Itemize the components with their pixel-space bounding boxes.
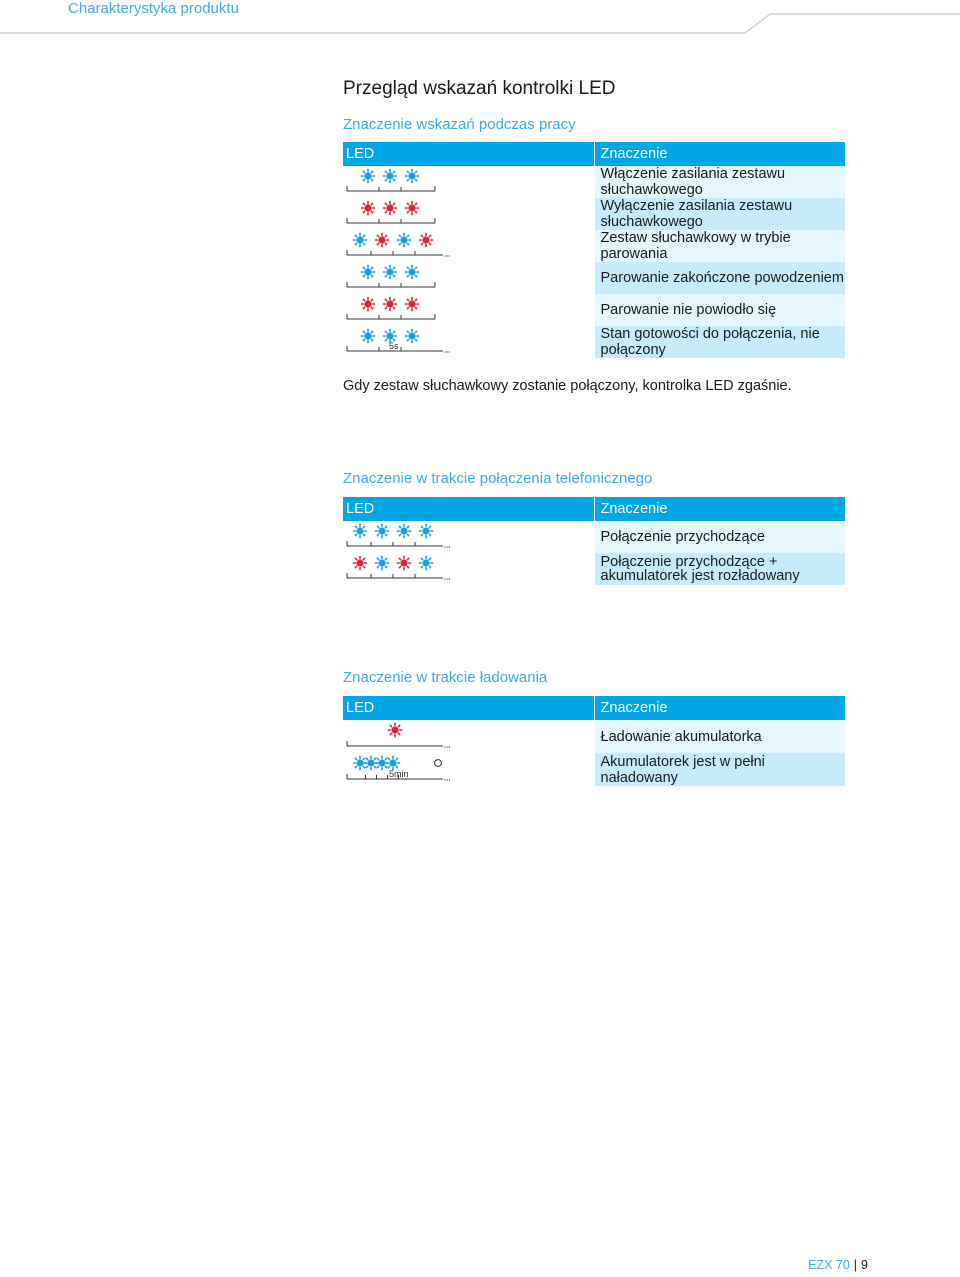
interval-label: 5s [389, 341, 399, 351]
timeline-axis [347, 314, 435, 319]
meaning-cell: Zestaw słuchawkowy w trybie parowania [594, 230, 845, 262]
page-title: Przegląd wskazań kontrolki LED [343, 78, 616, 99]
led-red-icon [353, 556, 366, 569]
led-table-operation [343, 142, 845, 358]
led-blue-icon [397, 233, 410, 246]
led-blue-icon [383, 169, 396, 182]
page-number: 9 [861, 1258, 868, 1272]
led-pattern-icon [343, 553, 476, 585]
led-pattern-icon [343, 720, 476, 753]
led-table-call [343, 497, 845, 585]
timeline-axis [347, 250, 450, 257]
table-row [343, 294, 845, 326]
interval-label: 5min [389, 769, 409, 779]
table-row [343, 230, 845, 262]
led-pattern-icon [343, 753, 476, 786]
footer-product-name: EZX 70 [808, 1258, 850, 1272]
page-footer [808, 1258, 868, 1272]
timeline-axis [347, 186, 435, 191]
led-red-icon [361, 297, 374, 310]
led-red-icon [375, 233, 388, 246]
led-pattern-cell [343, 166, 594, 198]
led-red-icon [383, 201, 396, 214]
led-pattern-cell [343, 230, 594, 262]
led-pattern-icon [343, 230, 476, 262]
timeline-axis [347, 741, 450, 748]
column-header-led: LED [343, 142, 594, 166]
table-row [343, 326, 845, 358]
table-row [343, 753, 845, 786]
meaning-cell: Akumulatorek jest w pełni naładowany [594, 753, 845, 786]
led-blue-icon [353, 524, 366, 537]
led-blue-icon [361, 329, 374, 342]
led-blue-icon [383, 265, 396, 278]
header-bar [0, 0, 960, 34]
led-red-icon [405, 201, 418, 214]
led-blue-icon [405, 265, 418, 278]
section-title-charging: Znaczenie w trakcie ładowania [343, 669, 548, 686]
led-pattern-icon [343, 166, 476, 198]
meaning-cell: Wyłączenie zasilania zestawu słuchawkowego [594, 198, 845, 230]
column-header-led: LED [343, 696, 594, 720]
table-row [343, 166, 845, 198]
table-row [343, 198, 845, 230]
led-blue-icon [405, 169, 418, 182]
led-pattern-cell [343, 553, 594, 585]
led-red-icon [388, 723, 401, 736]
led-pattern-icon [343, 326, 476, 358]
meaning-cell: Parowanie zakończone powodzeniem [594, 262, 845, 294]
meaning-cell: Ładowanie akumulatorka [594, 720, 845, 753]
table-row [343, 720, 845, 753]
meaning-cell: Włączenie zasilania zestawu słuchawkowego [594, 166, 845, 198]
led-pattern-cell [343, 720, 594, 753]
led-blue-icon [361, 169, 374, 182]
led-pattern-icon [343, 294, 476, 326]
led-pattern-icon [343, 262, 476, 294]
led-blue-icon [375, 556, 388, 569]
section-title-call: Znaczenie w trakcie połączenia telefonicznego [343, 470, 653, 487]
table-row [343, 521, 845, 553]
led-red-icon [419, 233, 432, 246]
led-blue-icon [405, 329, 418, 342]
led-pattern-icon [343, 198, 476, 230]
led-pattern-cell [343, 326, 594, 358]
connected-note: Gdy zestaw słuchawkowy zostanie połączony, kontrolka LED zgaśnie. [343, 378, 792, 394]
led-red-icon [405, 297, 418, 310]
column-header-meaning: Znaczenie [594, 142, 845, 166]
timeline-axis [347, 541, 450, 548]
led-pattern-cell [343, 521, 594, 553]
section-header-title: Charakterystyka produktu [68, 0, 239, 17]
led-blue-icon [397, 524, 410, 537]
led-pattern-cell [343, 753, 594, 786]
led-red-icon [383, 297, 396, 310]
led-blue-icon [361, 265, 374, 278]
table-row [343, 262, 845, 294]
meaning-cell: Stan gotowości do połączenia, nie połączony [594, 326, 845, 358]
led-blue-icon [353, 233, 366, 246]
timeline-axis [347, 218, 435, 223]
column-header-meaning: Znaczenie [594, 696, 845, 720]
timeline-axis [347, 573, 450, 580]
led-pattern-cell [343, 262, 594, 294]
led-blue-icon [383, 329, 396, 342]
section-title-operation: Znaczenie wskazań podczas pracy [343, 116, 576, 133]
led-pattern-cell [343, 294, 594, 326]
footer-separator: | [853, 1258, 858, 1272]
meaning-cell: Parowanie nie powiodło się [594, 294, 845, 326]
led-blue-icon [419, 524, 432, 537]
led-pattern-cell [343, 198, 594, 230]
led-red-icon [361, 201, 374, 214]
meaning-cell: Połączenie przychodzące [594, 521, 845, 553]
column-header-led: LED [343, 497, 594, 521]
led-red-icon [397, 556, 410, 569]
led-off-icon [435, 760, 442, 767]
meaning-cell: Połączenie przychodzące + akumulatorek jest rozładowany [594, 553, 845, 585]
led-pattern-icon [343, 521, 476, 553]
led-blue-icon [386, 756, 399, 769]
timeline-axis [347, 282, 435, 287]
led-table-charging [343, 696, 845, 786]
led-blue-icon [419, 556, 432, 569]
led-blue-icon [375, 524, 388, 537]
table-row [343, 553, 845, 585]
column-header-meaning: Znaczenie [594, 497, 845, 521]
